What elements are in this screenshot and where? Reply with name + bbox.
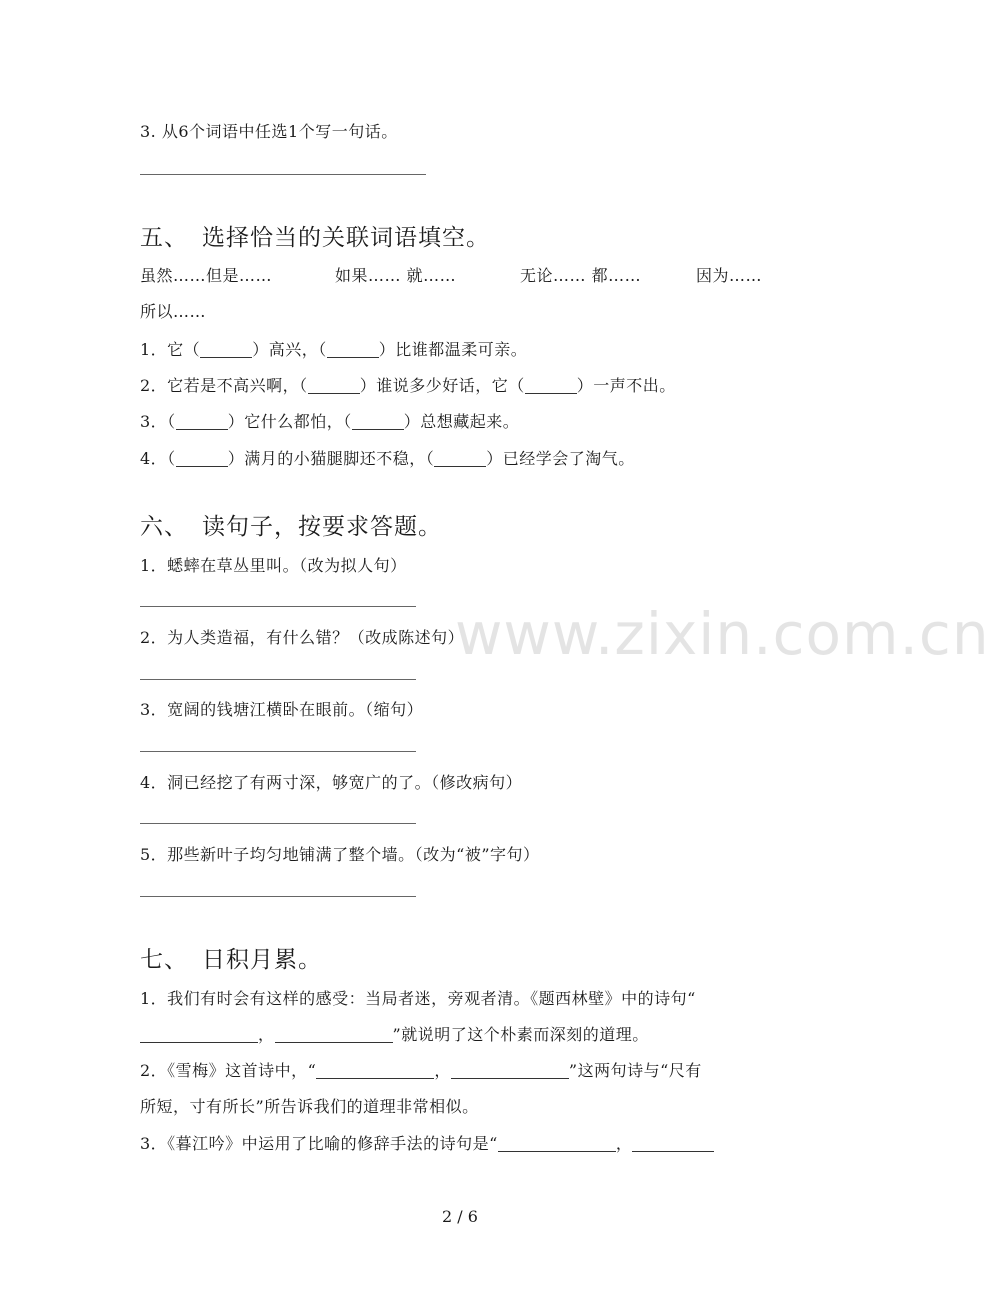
- item-text: 4．（: [140, 449, 176, 468]
- item-text: ，: [434, 1061, 451, 1080]
- fill-blank[interactable]: [176, 450, 228, 467]
- fill-blank[interactable]: [200, 341, 252, 358]
- option-yinwei: 因为……: [696, 266, 763, 285]
- page-number: 2 / 6: [442, 1207, 478, 1226]
- poem-question-1-blanks: [140, 1022, 649, 1045]
- fill-item-2: [140, 373, 676, 396]
- answer-line[interactable]: [140, 679, 416, 680]
- item-text: ）谁说多少好话，它（: [359, 376, 525, 395]
- fill-blank[interactable]: [434, 450, 486, 467]
- item-text: ）已经学会了淘气。: [486, 449, 635, 468]
- option-suoyi: 所以……: [140, 302, 207, 321]
- item-text: ”这两句诗与“尺有: [568, 1061, 702, 1080]
- fill-item-1: [140, 337, 527, 360]
- rewrite-item-3: 3．宽阔的钱塘江横卧在眼前。（缩句）: [140, 700, 424, 719]
- rewrite-item-4: 4．洞已经挖了有两寸深，够宽广的了。（修改病句）: [140, 773, 523, 792]
- item-text: 3．《暮江吟》中运用了比喻的修辞手法的诗句是“: [140, 1134, 498, 1153]
- section-number: 五、: [140, 225, 188, 251]
- watermark: www.zixin.com.cn: [455, 600, 990, 668]
- fill-blank[interactable]: [316, 1062, 434, 1079]
- item-text: ）比谁都温柔可亲。: [378, 340, 528, 359]
- item-text: 2．《雪梅》这首诗中，“: [140, 1061, 317, 1080]
- item-text: ，: [615, 1134, 633, 1153]
- item-text: 2．它若是不高兴啊，（: [140, 376, 308, 395]
- fill-blank[interactable]: [632, 1135, 714, 1152]
- fill-blank[interactable]: [498, 1135, 616, 1152]
- fill-blank[interactable]: [451, 1062, 569, 1079]
- section-number: 七、: [140, 947, 188, 973]
- poem-question-2-line2: 所短，寸有所长”所告诉我们的道理非常相似。: [140, 1097, 479, 1116]
- item-text: 1．它（: [140, 340, 201, 359]
- fill-item-3: [140, 409, 519, 432]
- fill-blank[interactable]: [176, 413, 228, 430]
- section-7-heading: [140, 941, 322, 974]
- answer-line[interactable]: [140, 751, 416, 752]
- item-text: ”就说明了这个朴素而深刻的道理。: [392, 1025, 649, 1044]
- fill-blank[interactable]: [275, 1026, 393, 1043]
- rewrite-item-2: 2．为人类造福，有什么错？（改成陈述句）: [140, 628, 465, 647]
- fill-blank[interactable]: [140, 1026, 258, 1043]
- item-text: ）满月的小猫腿脚还不稳，（: [227, 449, 435, 468]
- option-wulun: 无论…… 都……: [520, 266, 642, 285]
- section-6-heading: [140, 508, 442, 541]
- item-text: ，: [258, 1025, 275, 1044]
- section-title: 日积月累。: [202, 947, 322, 973]
- section-title: 选择恰当的关联词语填空。: [202, 225, 490, 251]
- section-number: 六、: [140, 514, 188, 540]
- item-text: ）一声不出。: [576, 376, 676, 395]
- answer-line[interactable]: [140, 606, 416, 607]
- answer-line[interactable]: [140, 896, 416, 897]
- fill-blank[interactable]: [352, 413, 404, 430]
- option-suiran: 虽然……但是……: [140, 266, 273, 285]
- fill-item-4: [140, 446, 635, 469]
- fill-blank[interactable]: [525, 377, 577, 394]
- section-5-heading: [140, 219, 490, 252]
- section-title: 读句子，按要求答题。: [202, 514, 442, 540]
- rewrite-item-5: 5．那些新叶子均匀地铺满了整个墙。（改为“被”字句）: [140, 845, 540, 864]
- fill-blank[interactable]: [327, 341, 379, 358]
- option-ruguo: 如果…… 就……: [335, 266, 457, 285]
- question-prev-3: 3. 从6个词语中任选1个写一句话。: [140, 122, 398, 141]
- fill-blank[interactable]: [308, 377, 360, 394]
- answer-line[interactable]: [140, 823, 416, 824]
- item-text: ）高兴，（: [252, 340, 327, 359]
- poem-question-2: [140, 1058, 702, 1081]
- item-text: ）总想藏起来。: [403, 412, 520, 431]
- answer-line: [140, 174, 426, 175]
- poem-question-1: 1．我们有时会有这样的感受：当局者迷，旁观者清。《题西林壁》中的诗句“: [140, 989, 696, 1008]
- item-text: ）它什么都怕，（: [227, 412, 352, 431]
- item-text: 3．（: [140, 412, 176, 431]
- poem-question-3: [140, 1131, 714, 1154]
- rewrite-item-1: 1．蟋蟀在草丛里叫。（改为拟人句）: [140, 556, 407, 575]
